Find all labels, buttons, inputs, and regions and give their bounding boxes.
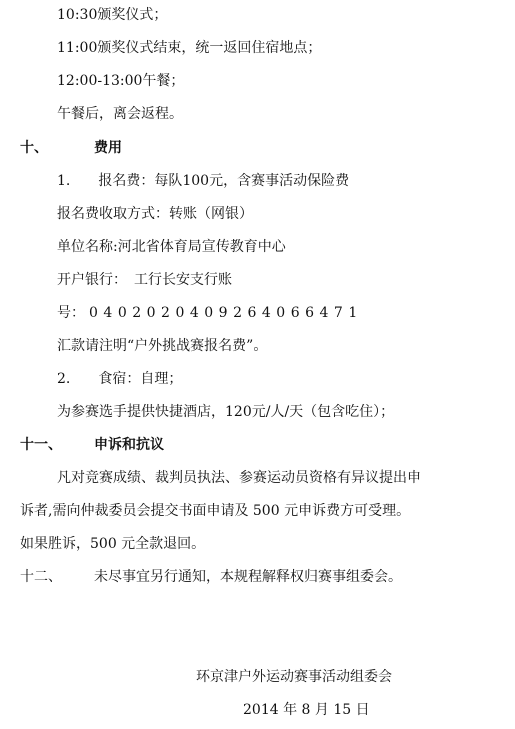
signature-date: 2014 年 8 月 15 日 [243,702,370,718]
section-11-number: 十一、 [20,437,62,453]
appeal-paragraph-line-2: 诉者,需向仲裁委员会提交书面申请及 500 元申诉费方可受理。 [20,503,411,519]
section-12-number: 十二、 [20,569,62,585]
hotel-info: 为参赛选手提供快捷酒店，120元/人/天（包含吃住）； [57,404,395,420]
section-11-title: 申诉和抗议 [94,437,164,453]
schedule-line-3: 12:00-13:00午餐； [57,73,185,89]
appeal-paragraph-line-3: 如果胜诉，500 元全款退回。 [20,536,206,552]
section-10-number: 十、 [20,140,48,156]
section-12-text: 未尽事宜另行通知，本规程解释权归赛事组委会。 [94,569,402,585]
bank-name: 开户银行： 工行长安支行账 [57,272,232,288]
payment-remark: 汇款请注明“户外挑战赛报名费”。 [57,338,268,354]
account-line [57,304,363,322]
section-11-heading [20,436,164,454]
organizer-signature: 环京津户外运动赛事活动组委会 [196,669,392,685]
payee-unit-name: 单位名称:河北省体育局宣传教育中心 [57,239,286,255]
section-10-title: 费用 [94,140,122,156]
section-12-line [20,568,402,586]
payment-method: 报名费收取方式：转账（网银） [57,206,253,222]
schedule-line-4: 午餐后，离会返程。 [57,106,183,122]
schedule-line-1: 10:30颁奖仪式； [57,7,168,23]
fee-item-2: 2. 食宿：自理； [57,371,183,387]
fee-item-1: 1. 报名费：每队100元，含赛事活动保险费 [57,173,350,189]
account-label: 号： [57,305,85,321]
appeal-paragraph-line-1: 凡对竞赛成绩、裁判员执法、参赛运动员资格有异议提出申 [57,470,421,486]
account-number: 0402020409264066471 [89,305,363,321]
section-10-heading [20,139,122,157]
schedule-line-2: 11:00颁奖仪式结束，统一返回住宿地点； [57,40,322,56]
